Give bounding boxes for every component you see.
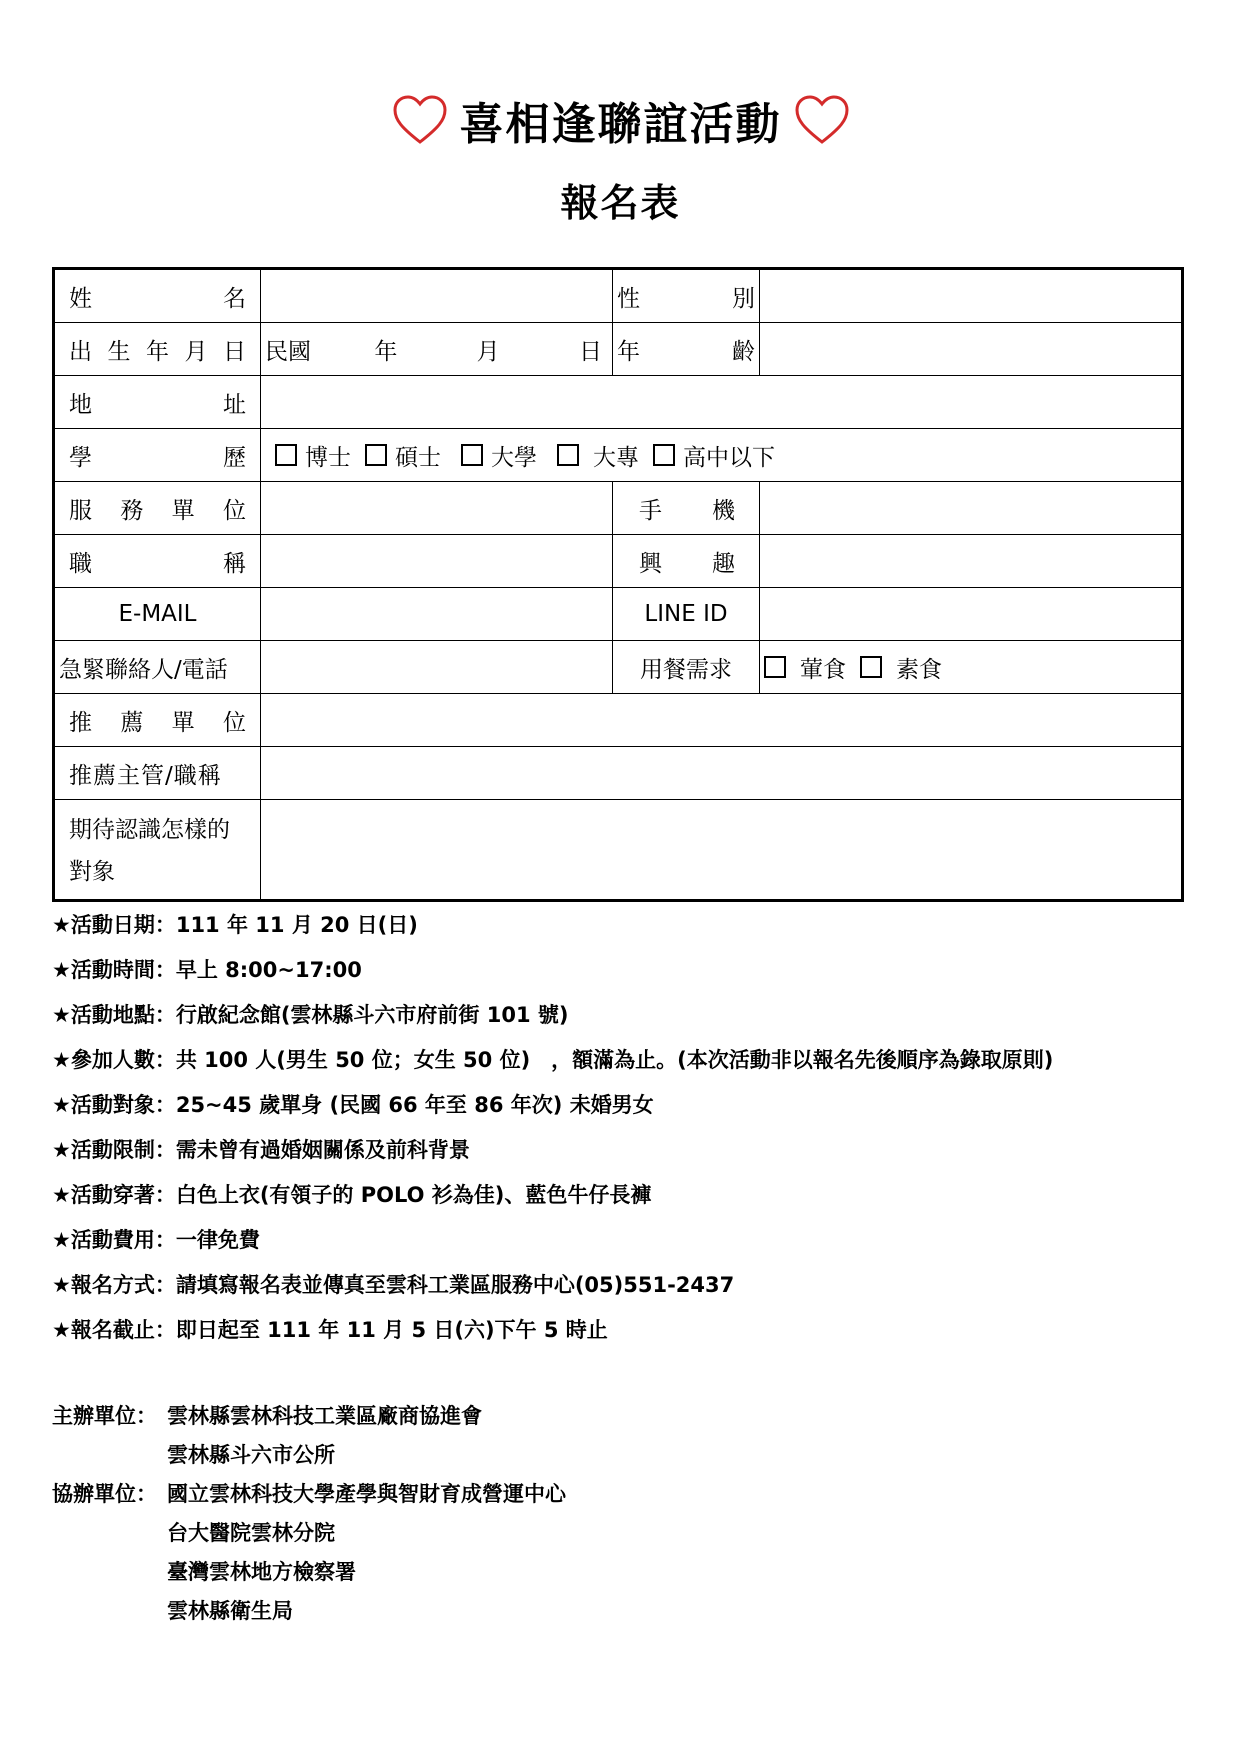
email-field[interactable]: [261, 588, 612, 640]
supervisor-label: 推薦主管/職稱: [69, 762, 222, 789]
email-label: E-MAIL: [118, 601, 197, 627]
education-options: [261, 429, 1181, 481]
education-option-university[interactable]: 大學: [461, 439, 537, 472]
note-time: ★活動時間：早上 8:00~17:00: [52, 958, 362, 982]
note-location: ★活動地點：行啟紀念館(雲林縣斗六市府前街 101 號): [52, 1003, 569, 1027]
employer-field[interactable]: [261, 482, 612, 534]
job-title-label: 職 稱: [69, 550, 246, 577]
heart-icon: [392, 94, 448, 146]
education-label: 學 歷: [69, 444, 246, 471]
birthdate-field[interactable]: 民國 年 月 日: [265, 338, 602, 365]
address-label: 地 址: [69, 391, 246, 418]
birthdate-label: 出 生 年 月 日: [69, 338, 246, 365]
note-participants: ★參加人數：共 100 人(男生 50 位；女生 50 位) ，額滿為止。(本次活動非以報名先後順序為錄取原則): [52, 1048, 1054, 1072]
education-option-highschool[interactable]: 高中以下: [653, 439, 775, 472]
co-host-item: 國立雲林科技大學產學與智財育成營運中心: [167, 1482, 566, 1506]
checkbox-icon[interactable]: [653, 444, 675, 466]
note-dress-code: ★活動穿著：白色上衣(有領子的 POLO 衫為佳)、藍色牛仔長褲: [52, 1183, 652, 1207]
note-deadline: ★報名截止：即日起至 111 年 11 月 5 日(六)下午 5 時止: [52, 1318, 608, 1342]
note-date: ★活動日期：111 年 11 月 20 日(日): [52, 913, 418, 937]
note-target: ★活動對象：25~45 歲單身 (民國 66 年至 86 年次) 未婚男女: [52, 1093, 654, 1117]
name-label: 姓 名: [69, 285, 246, 312]
interest-label: 興 趣: [639, 550, 735, 577]
checkbox-icon[interactable]: [365, 444, 387, 466]
meal-label: 用餐需求: [640, 656, 732, 683]
note-fee: ★活動費用：一律免費: [52, 1228, 260, 1252]
education-option-college[interactable]: 大專: [557, 439, 639, 472]
checkbox-icon[interactable]: [275, 444, 297, 466]
gender-field[interactable]: [760, 270, 1181, 322]
job-title-field[interactable]: [261, 535, 612, 587]
age-field[interactable]: [760, 323, 1181, 375]
page-title: 喜相逢聯誼活動: [459, 99, 782, 150]
heart-icon: [794, 94, 850, 146]
address-field[interactable]: [261, 376, 1181, 428]
mobile-field[interactable]: [760, 482, 1181, 534]
host-item: 雲林縣斗六市公所: [167, 1443, 335, 1467]
expectation-label: 期待認識怎樣的 對象: [69, 817, 230, 885]
note-registration-method: ★報名方式：請填寫報名表並傳真至雲科工業區服務中心(05)551-2437: [52, 1273, 735, 1297]
line-id-label: LINE ID: [644, 601, 728, 627]
activity-notes: [52, 910, 1202, 1360]
expectation-field[interactable]: [261, 800, 1181, 902]
employer-label: 服 務 單 位: [69, 497, 246, 524]
emergency-contact-field[interactable]: [261, 641, 612, 693]
emergency-contact-label: 急緊聯絡人/電話: [59, 656, 228, 683]
age-label: 年 齡: [617, 338, 755, 365]
co-host-item: 臺灣雲林地方檢察署: [167, 1560, 356, 1584]
checkbox-icon[interactable]: [764, 656, 786, 678]
page-subtitle: 報名表: [560, 181, 681, 225]
host-item: 雲林縣雲林科技工業區廠商協進會: [167, 1404, 482, 1428]
gender-label: 性 別: [617, 285, 755, 312]
checkbox-icon[interactable]: [557, 444, 579, 466]
host-label: 主辦單位：: [52, 1404, 157, 1428]
registration-form: [52, 267, 1184, 902]
meal-option-vegetarian[interactable]: 素食: [860, 651, 942, 684]
checkbox-icon[interactable]: [860, 656, 882, 678]
meal-option-meat[interactable]: 葷食: [764, 651, 846, 684]
note-restriction: ★活動限制：需未曾有過婚姻關係及前科背景: [52, 1138, 470, 1162]
referrer-field[interactable]: [261, 694, 1181, 746]
meal-options: [760, 641, 1181, 693]
title-row: [0, 88, 1241, 158]
education-option-master[interactable]: 碩士: [365, 439, 441, 472]
co-host-label: 協辦單位：: [52, 1482, 157, 1506]
checkbox-icon[interactable]: [461, 444, 483, 466]
mobile-label: 手 機: [639, 497, 735, 524]
co-host-item: 雲林縣衛生局: [167, 1599, 293, 1623]
supervisor-field[interactable]: [261, 747, 1181, 799]
education-option-phd[interactable]: 博士: [275, 439, 351, 472]
co-host-item: 台大醫院雲林分院: [167, 1521, 335, 1545]
line-id-field[interactable]: [760, 588, 1181, 640]
interest-field[interactable]: [760, 535, 1181, 587]
name-field[interactable]: [261, 270, 612, 322]
referrer-label: 推 薦 單 位: [69, 709, 246, 736]
